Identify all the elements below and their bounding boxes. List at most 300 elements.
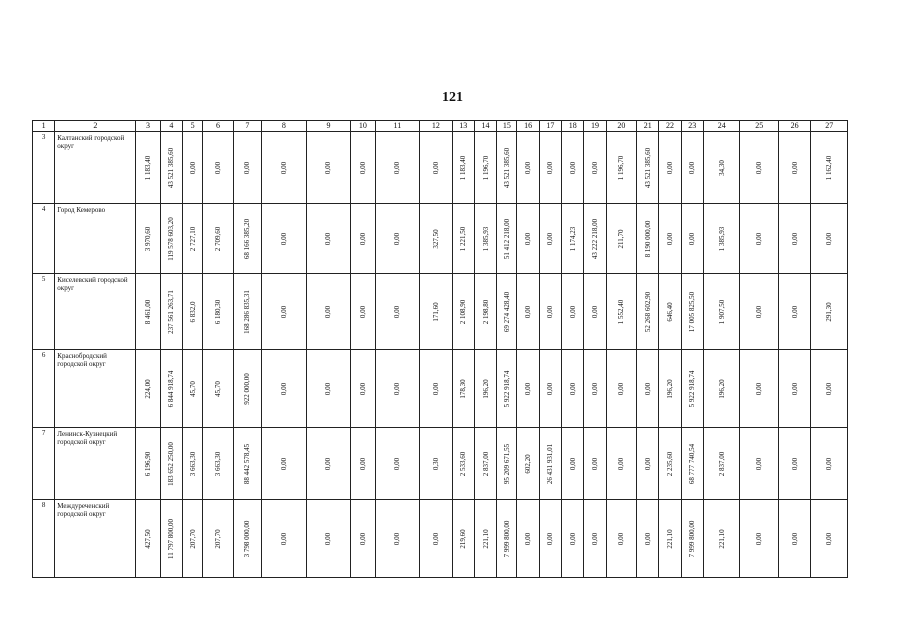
cell-value: 0,00: [591, 457, 599, 470]
cell-value: 0,00: [524, 382, 533, 395]
value-cell: [517, 500, 539, 578]
cell-value: 3 970,60: [144, 226, 153, 251]
cell-value: 196,20: [481, 378, 490, 399]
cell-value: 1 174,23: [568, 226, 577, 251]
value-cell: [136, 274, 160, 350]
value-cell: [497, 500, 517, 578]
value-cell: [306, 132, 351, 204]
value-cell: [262, 428, 307, 500]
value-cell: [136, 350, 160, 428]
value-cell: [203, 500, 233, 578]
cell-value: 922 000,00: [243, 372, 252, 405]
cell-value: 3 798 000,00: [243, 520, 252, 557]
row-number: 6: [33, 350, 55, 428]
column-header: 19: [584, 121, 606, 132]
column-header: 2: [55, 121, 136, 132]
column-header: 13: [452, 121, 474, 132]
value-cell: [637, 500, 659, 578]
cell-value: 1 183,40: [144, 155, 153, 180]
cell-value: 0,30: [431, 457, 440, 470]
cell-value: 6 844 918,74: [167, 370, 176, 407]
value-cell: [637, 350, 659, 428]
cell-value: 1 385,93: [481, 226, 490, 251]
column-header: 4: [160, 121, 182, 132]
cell-value: 0,00: [213, 161, 222, 174]
value-cell: [203, 428, 233, 500]
value-cell: [420, 274, 452, 350]
value-cell: [606, 132, 636, 204]
value-cell: [351, 428, 375, 500]
cell-value: 237 561 263,71: [167, 289, 176, 334]
cell-value: 0,00: [755, 161, 764, 174]
municipality-name: Краснобродский городской округ: [55, 350, 136, 428]
value-cell: [584, 428, 606, 500]
cell-value: 0,00: [688, 161, 697, 174]
value-cell: [203, 350, 233, 428]
cell-value: 43 222 218,00: [591, 218, 599, 259]
value-cell: [497, 350, 517, 428]
value-cell: [420, 204, 452, 274]
cell-value: 196,20: [666, 378, 674, 399]
cell-value: 0,00: [790, 232, 799, 245]
value-cell: [306, 274, 351, 350]
column-header: 9: [306, 121, 351, 132]
cell-value: 26 431 931,01: [546, 443, 555, 484]
value-cell: [452, 500, 474, 578]
column-header: 24: [703, 121, 739, 132]
cell-value: 178,30: [459, 378, 468, 399]
value-cell: [183, 204, 203, 274]
value-cell: [562, 274, 584, 350]
value-cell: [606, 274, 636, 350]
cell-value: 0,00: [546, 161, 555, 174]
cell-value: 0,00: [524, 532, 533, 545]
cell-value: 0,00: [393, 382, 402, 395]
cell-value: 69 274 428,40: [502, 291, 511, 332]
cell-value: 0,00: [755, 305, 764, 318]
value-cell: [562, 500, 584, 578]
cell-value: 2 837,00: [481, 451, 490, 476]
cell-value: 207,70: [213, 528, 222, 549]
value-cell: [539, 428, 561, 500]
cell-value: 1 162,40: [825, 155, 834, 180]
value-cell: [659, 132, 681, 204]
value-cell: [474, 204, 496, 274]
cell-value: 0,00: [358, 305, 367, 318]
cell-value: 0,00: [393, 161, 402, 174]
cell-value: 221,10: [666, 528, 674, 549]
column-header: 11: [375, 121, 420, 132]
value-cell: [375, 350, 420, 428]
cell-value: 221,10: [481, 528, 490, 549]
cell-value: 7 999 800,00: [688, 520, 697, 557]
value-cell: [351, 132, 375, 204]
cell-value: 88 442 578,45: [243, 443, 252, 484]
value-cell: [497, 204, 517, 274]
column-header: 5: [183, 121, 203, 132]
column-header: 25: [740, 121, 779, 132]
cell-value: 0,00: [393, 532, 402, 545]
value-cell: [606, 500, 636, 578]
value-cell: [420, 428, 452, 500]
column-header: 6: [203, 121, 233, 132]
value-cell: [420, 350, 452, 428]
value-cell: [183, 350, 203, 428]
cell-value: 0,00: [279, 457, 288, 470]
value-cell: [497, 428, 517, 500]
cell-value: 0,00: [617, 532, 626, 545]
cell-value: 0,00: [524, 161, 533, 174]
cell-value: 68 166 385,20: [243, 218, 252, 259]
cell-value: 2 727,10: [188, 226, 197, 251]
value-cell: [452, 350, 474, 428]
value-cell: [539, 274, 561, 350]
value-cell: [778, 204, 810, 274]
cell-value: 119 578 603,20: [167, 216, 176, 261]
cell-value: 0,00: [188, 161, 197, 174]
cell-value: 0,00: [617, 457, 626, 470]
value-cell: [262, 350, 307, 428]
row-number: 4: [33, 204, 55, 274]
value-cell: [306, 428, 351, 500]
value-cell: [517, 428, 539, 500]
cell-value: 1 385,93: [717, 226, 726, 251]
value-cell: [375, 274, 420, 350]
value-cell: [233, 204, 261, 274]
value-cell: [811, 350, 848, 428]
cell-value: 0,00: [591, 532, 599, 545]
value-cell: [474, 132, 496, 204]
cell-value: 183 652 250,00: [167, 441, 176, 486]
cell-value: 0,00: [279, 532, 288, 545]
value-cell: [160, 350, 182, 428]
value-cell: [183, 132, 203, 204]
cell-value: 0,00: [358, 532, 367, 545]
cell-value: 0,00: [568, 382, 577, 395]
value-cell: [778, 428, 810, 500]
column-header: 17: [539, 121, 561, 132]
cell-value: 0,00: [524, 232, 533, 245]
cell-value: 0,00: [546, 532, 555, 545]
cell-value: 7 999 800,00: [502, 520, 511, 557]
value-cell: [474, 500, 496, 578]
cell-value: 0,00: [790, 305, 799, 318]
value-cell: [233, 428, 261, 500]
cell-value: 1 196,70: [481, 155, 490, 180]
value-cell: [233, 350, 261, 428]
value-cell: [778, 350, 810, 428]
value-cell: [306, 350, 351, 428]
cell-value: 1 552,40: [617, 299, 626, 324]
value-cell: [659, 204, 681, 274]
column-header: 20: [606, 121, 636, 132]
cell-value: 171,60: [431, 301, 440, 322]
value-cell: [375, 500, 420, 578]
cell-value: 0,00: [546, 232, 555, 245]
value-cell: [740, 132, 779, 204]
cell-value: 6 196,90: [144, 451, 153, 476]
value-cell: [351, 500, 375, 578]
value-cell: [703, 204, 739, 274]
cell-value: 1 183,40: [459, 155, 468, 180]
value-cell: [160, 428, 182, 500]
cell-value: 0,00: [643, 532, 652, 545]
value-cell: [703, 132, 739, 204]
value-cell: [562, 350, 584, 428]
column-header: 8: [262, 121, 307, 132]
value-cell: [584, 204, 606, 274]
cell-value: 0,00: [243, 161, 252, 174]
value-cell: [778, 500, 810, 578]
row-number: 3: [33, 132, 55, 204]
cell-value: 1 221,50: [459, 226, 468, 251]
value-cell: [517, 350, 539, 428]
column-header: 18: [562, 121, 584, 132]
cell-value: 0,00: [324, 232, 333, 245]
cell-value: 0,00: [790, 532, 799, 545]
cell-value: 0,00: [324, 382, 333, 395]
value-cell: [233, 132, 261, 204]
value-cell: [681, 132, 703, 204]
cell-value: 207,70: [188, 528, 197, 549]
cell-value: 3 663,30: [188, 451, 197, 476]
column-header: 14: [474, 121, 496, 132]
column-header: 10: [351, 121, 375, 132]
value-cell: [262, 274, 307, 350]
value-cell: [539, 500, 561, 578]
value-cell: [637, 132, 659, 204]
value-cell: [606, 204, 636, 274]
cell-value: 6 180,30: [213, 299, 222, 324]
cell-value: 602,20: [524, 453, 533, 474]
cell-value: 0,00: [825, 457, 834, 470]
value-cell: [811, 204, 848, 274]
cell-value: 51 412 218,00: [502, 218, 511, 259]
value-cell: [740, 428, 779, 500]
cell-value: 2 108,90: [459, 299, 468, 324]
value-cell: [659, 428, 681, 500]
cell-value: 0,00: [591, 161, 599, 174]
cell-value: 224,00: [144, 378, 153, 399]
value-cell: [740, 500, 779, 578]
cell-value: 45,70: [188, 380, 197, 397]
value-cell: [584, 274, 606, 350]
row-number: 7: [33, 428, 55, 500]
cell-value: 11 797 800,00: [167, 518, 176, 559]
value-cell: [659, 274, 681, 350]
cell-value: 2 235,60: [666, 451, 674, 476]
value-cell: [136, 132, 160, 204]
cell-value: 196,20: [717, 378, 726, 399]
value-cell: [233, 274, 261, 350]
value-cell: [375, 428, 420, 500]
value-cell: [375, 132, 420, 204]
cell-value: 327,50: [431, 228, 440, 249]
table-row: [33, 204, 848, 274]
value-cell: [203, 132, 233, 204]
cell-value: 68 777 740,54: [688, 443, 697, 484]
value-cell: [203, 204, 233, 274]
column-header: 1: [33, 121, 55, 132]
value-cell: [160, 204, 182, 274]
cell-value: 0,00: [279, 232, 288, 245]
cell-value: 6 832,0: [188, 301, 197, 322]
value-cell: [474, 350, 496, 428]
cell-value: 43 521 385,60: [643, 147, 652, 188]
cell-value: 0,00: [546, 382, 555, 395]
cell-value: 17 005 825,50: [688, 291, 697, 332]
cell-value: 0,00: [790, 161, 799, 174]
cell-value: 0,00: [358, 382, 367, 395]
value-cell: [420, 500, 452, 578]
cell-value: 291,30: [825, 301, 834, 322]
cell-value: 0,00: [755, 382, 764, 395]
value-cell: [637, 274, 659, 350]
value-cell: [778, 132, 810, 204]
cell-value: 0,00: [324, 457, 333, 470]
cell-value: 0,00: [324, 305, 333, 318]
municipality-name: Киселевский городской округ: [55, 274, 136, 350]
value-cell: [562, 428, 584, 500]
cell-value: 0,00: [431, 161, 440, 174]
cell-value: 0,00: [591, 382, 599, 395]
cell-value: 168 286 835,31: [243, 289, 252, 334]
value-cell: [562, 204, 584, 274]
value-cell: [584, 500, 606, 578]
cell-value: 0,00: [643, 382, 652, 395]
value-cell: [606, 350, 636, 428]
cell-value: 0,00: [643, 457, 652, 470]
value-cell: [539, 350, 561, 428]
cell-value: 2 709,60: [213, 226, 222, 251]
column-header: 15: [497, 121, 517, 132]
value-cell: [160, 132, 182, 204]
cell-value: 95 209 671,55: [502, 443, 511, 484]
cell-value: 0,00: [358, 457, 367, 470]
column-header: 3: [136, 121, 160, 132]
cell-value: 0,00: [825, 232, 834, 245]
cell-value: 0,00: [431, 532, 440, 545]
value-cell: [474, 428, 496, 500]
cell-value: 427,50: [144, 528, 153, 549]
value-cell: [584, 350, 606, 428]
cell-value: 0,00: [279, 161, 288, 174]
value-cell: [497, 132, 517, 204]
value-cell: [584, 132, 606, 204]
cell-value: 0,00: [568, 305, 577, 318]
cell-value: 43 521 385,60: [502, 147, 511, 188]
value-cell: [306, 204, 351, 274]
cell-value: 3 663,30: [213, 451, 222, 476]
cell-value: 0,00: [755, 232, 764, 245]
column-header: 21: [637, 121, 659, 132]
value-cell: [681, 500, 703, 578]
value-cell: [740, 274, 779, 350]
cell-value: 0,00: [617, 382, 626, 395]
value-cell: [420, 132, 452, 204]
cell-value: 0,00: [790, 382, 799, 395]
value-cell: [452, 132, 474, 204]
cell-value: 0,00: [825, 532, 834, 545]
value-cell: [517, 132, 539, 204]
column-header: 22: [659, 121, 681, 132]
value-cell: [136, 500, 160, 578]
value-cell: [160, 500, 182, 578]
cell-value: 0,00: [755, 457, 764, 470]
column-header: 12: [420, 121, 452, 132]
column-header: 23: [681, 121, 703, 132]
cell-value: 0,00: [431, 382, 440, 395]
cell-value: 2 837,00: [717, 451, 726, 476]
value-cell: [637, 428, 659, 500]
row-number: 8: [33, 500, 55, 578]
cell-value: 0,00: [688, 232, 697, 245]
value-cell: [183, 500, 203, 578]
value-cell: [811, 500, 848, 578]
value-cell: [262, 204, 307, 274]
value-cell: [562, 132, 584, 204]
cell-value: 0,00: [666, 161, 674, 174]
value-cell: [136, 428, 160, 500]
cell-value: 211,70: [617, 229, 626, 248]
value-cell: [517, 274, 539, 350]
cell-value: 0,00: [358, 161, 367, 174]
table-row: [33, 350, 848, 428]
value-cell: [539, 204, 561, 274]
value-cell: [375, 204, 420, 274]
value-cell: [740, 204, 779, 274]
value-cell: [703, 428, 739, 500]
value-cell: [160, 274, 182, 350]
cell-value: 2 198,80: [481, 299, 490, 324]
cell-value: 221,10: [717, 528, 726, 549]
municipality-name: Междуреченский городской округ: [55, 500, 136, 578]
value-cell: [306, 500, 351, 578]
cell-value: 0,00: [755, 532, 764, 545]
cell-value: 5 922 918,74: [688, 370, 697, 407]
value-cell: [740, 350, 779, 428]
header-row: [33, 121, 848, 132]
row-number: 5: [33, 274, 55, 350]
value-cell: [497, 274, 517, 350]
cell-value: 0,00: [393, 305, 402, 318]
table-row: [33, 500, 848, 578]
value-cell: [351, 204, 375, 274]
value-cell: [203, 274, 233, 350]
cell-value: 0,00: [393, 457, 402, 470]
cell-value: 0,00: [358, 232, 367, 245]
value-cell: [183, 274, 203, 350]
cell-value: 0,00: [393, 232, 402, 245]
data-table: [32, 120, 848, 578]
cell-value: 1 196,70: [617, 155, 626, 180]
cell-value: 219,60: [459, 528, 468, 549]
cell-value: 0,00: [279, 382, 288, 395]
value-cell: [659, 500, 681, 578]
table-row: [33, 428, 848, 500]
cell-value: 0,00: [591, 305, 599, 318]
value-cell: [351, 274, 375, 350]
cell-value: 34,30: [717, 159, 726, 176]
municipality-name: Ленинск-Кузнецкий городской округ: [55, 428, 136, 500]
value-cell: [681, 428, 703, 500]
cell-value: 0,00: [324, 161, 333, 174]
column-header: 27: [811, 121, 848, 132]
column-header: 26: [778, 121, 810, 132]
value-cell: [811, 428, 848, 500]
value-cell: [351, 350, 375, 428]
column-header: 7: [233, 121, 261, 132]
